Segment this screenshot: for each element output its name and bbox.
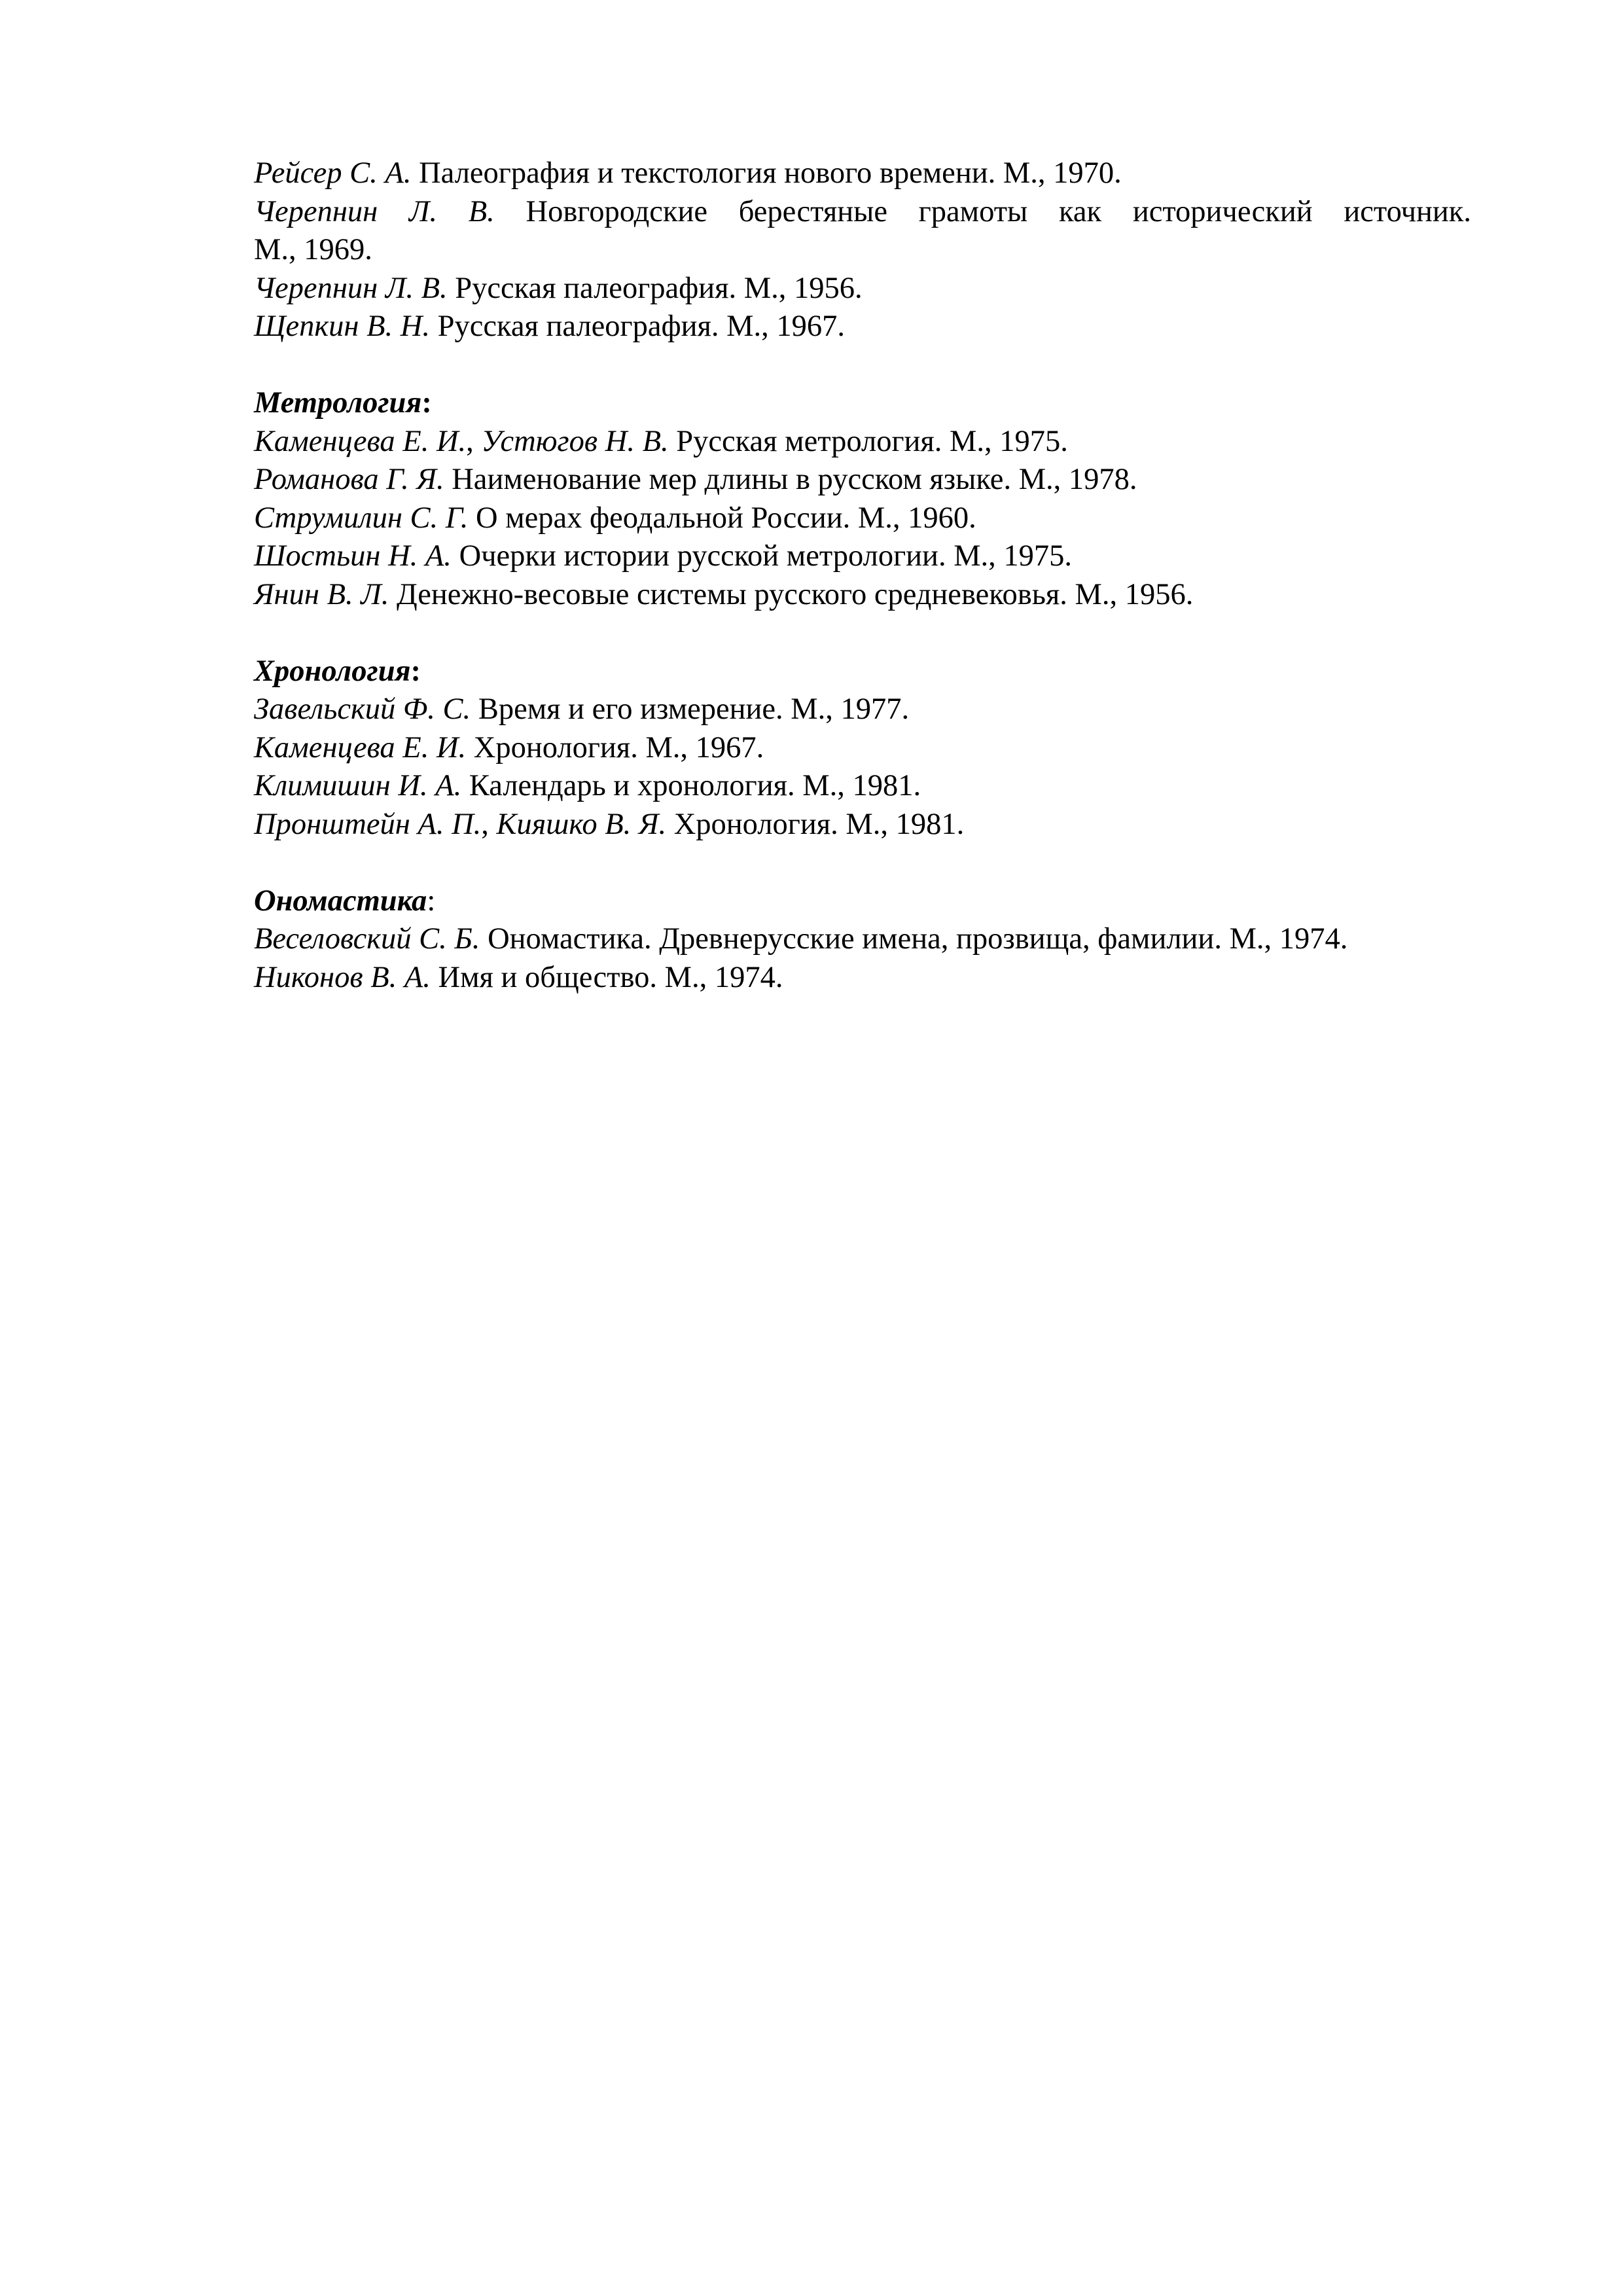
section-title <box>254 384 1471 423</box>
entry-author: Струмилин С. Г. <box>254 501 469 535</box>
entry-text: Ономастика. Древнерусские имена, прозвища, фамилии. М., 1974. <box>480 922 1348 956</box>
entry-author: Устюгов Н. В. <box>481 424 669 458</box>
paleography-list <box>254 154 1471 346</box>
bibliography-entry <box>254 537 1471 576</box>
section-title-colon: : <box>421 386 432 420</box>
entry-text: Хронология. М., 1981. <box>666 807 965 841</box>
section-title-text: Метрология <box>254 386 422 420</box>
bibliography-entry <box>254 499 1471 538</box>
entry-author: Романова Г. Я. <box>254 463 444 496</box>
bibliography-entry <box>254 806 1471 844</box>
entry-text: Имя и общество. М., 1974. <box>430 960 783 994</box>
section-title-colon: : <box>427 884 436 918</box>
bibliography-entry <box>254 576 1471 615</box>
entry-author: Завельский Ф. С. <box>254 692 471 726</box>
entry-author: Кияшко В. Я. <box>496 807 667 841</box>
bibliography-entry <box>254 154 1471 193</box>
bibliography-entry <box>254 461 1471 499</box>
entry-author: Черепнин Л. В. <box>254 271 448 305</box>
entry-author: Никонов В. А. <box>254 960 431 994</box>
entry-text: Русская палеография. М., 1956. <box>447 271 863 305</box>
entry-author: Щепкин В. Н. <box>254 310 430 343</box>
bibliography-entry <box>254 729 1471 768</box>
entry-author: Янин В. Л. <box>254 577 389 611</box>
bibliography-entry <box>254 193 1471 270</box>
entry-first-line <box>254 193 1471 232</box>
entry-author: Климишин И. А. <box>254 769 462 802</box>
entry-author: Каменцева Е. И. <box>254 424 467 458</box>
entry-text: Календарь и хронология. М., 1981. <box>461 769 921 802</box>
entry-text: Русская палеография. М., 1967. <box>429 310 845 343</box>
entry-text: Денежно-весовые системы русского средневековья. М., 1956. <box>389 577 1194 611</box>
document-page <box>254 154 1471 997</box>
bibliography-entry <box>254 423 1471 461</box>
bibliography-entry <box>254 959 1471 997</box>
entry-text: Русская метрология. М., 1975. <box>668 424 1068 458</box>
section-title <box>254 882 1471 921</box>
onomastics-section <box>254 882 1471 997</box>
bibliography-entry <box>254 920 1471 959</box>
entry-separator: , <box>481 807 497 841</box>
bibliography-entry <box>254 308 1471 346</box>
entry-author: Каменцева Е. И. <box>254 730 467 764</box>
entry-text: Очерки истории русской метрологии. М., 1975. <box>451 539 1073 573</box>
section-title-colon: : <box>410 654 421 688</box>
chronology-section <box>254 653 1471 844</box>
metrology-section <box>254 384 1471 614</box>
entry-author: Веселовский С. Б. <box>254 922 480 956</box>
entry-author: Рейсер С. А. <box>254 156 412 190</box>
entry-author: Шостьин Н. А. <box>254 539 452 573</box>
section-title <box>254 653 1471 691</box>
entry-text: Наименование мер длины в русском языке. М., 1978. <box>444 463 1137 496</box>
entry-text: О мерах феодальной России. М., 1960. <box>468 501 976 535</box>
entry-separator: , <box>466 424 482 458</box>
bibliography-entry <box>254 691 1471 729</box>
section-title-text: Хронология <box>254 654 411 688</box>
entry-text: Хронология. М., 1967. <box>466 730 764 764</box>
bibliography-entry <box>254 270 1471 308</box>
entry-author: Пронштейн А. П. <box>254 807 482 841</box>
entry-text: Время и его измерение. М., 1977. <box>471 692 910 726</box>
section-title-text: Ономастика <box>254 884 427 918</box>
entry-continuation: М., 1969. <box>254 233 372 266</box>
entry-author: Черепнин Л. В. <box>254 194 495 228</box>
bibliography-entry <box>254 767 1471 806</box>
entry-text: Новгородские берестяные грамоты как исторический источник. <box>494 194 1471 228</box>
entry-text: Палеография и текстология нового времени. М., 1970. <box>411 156 1122 190</box>
